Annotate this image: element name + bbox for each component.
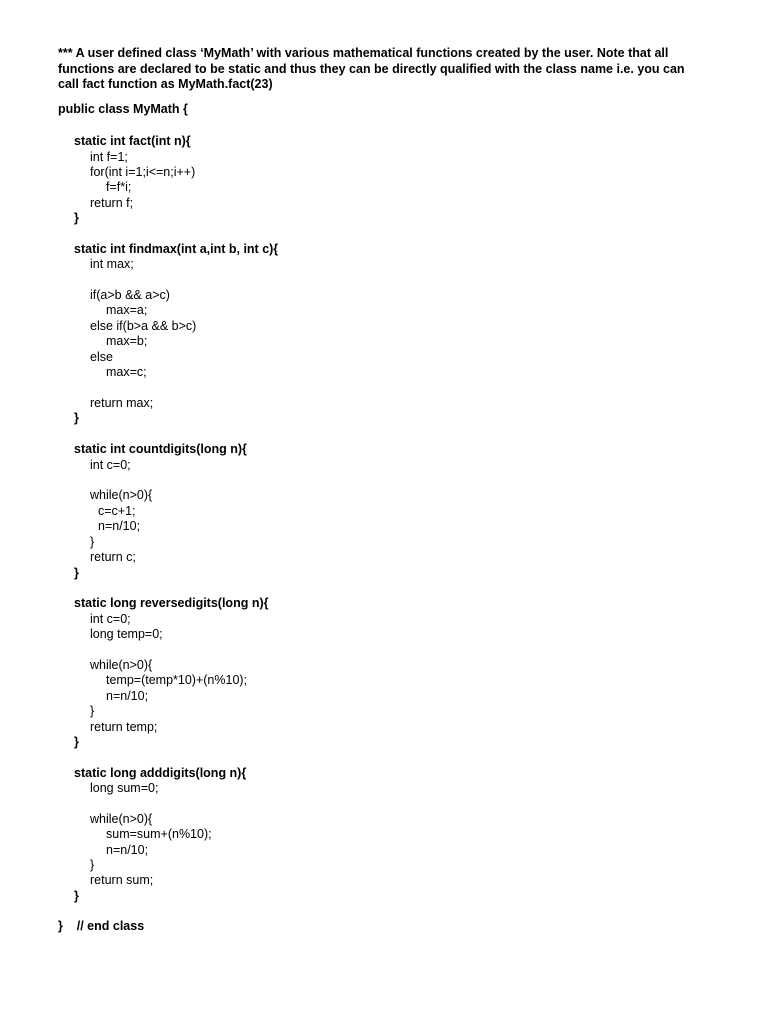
- code-line: static int fact(int n){: [74, 134, 191, 148]
- code-line: max=c;: [106, 365, 147, 379]
- code-line: return f;: [90, 196, 134, 210]
- code-line: n=n/10;: [106, 843, 149, 857]
- code-line: n=n/10;: [106, 689, 149, 703]
- code-line: if(a>b && a>c): [90, 288, 170, 302]
- code-line: public class MyMath {: [58, 102, 188, 116]
- code-line: return temp;: [90, 720, 158, 734]
- code-line: for(int i=1;i<=n;i++): [90, 165, 196, 179]
- code-line: } // end class: [58, 919, 145, 933]
- code-line: while(n>0){: [90, 658, 153, 672]
- code-line: }: [74, 211, 79, 225]
- code-line: else: [90, 350, 113, 364]
- code-line: temp=(temp*10)+(n%10);: [106, 673, 248, 687]
- code-line: sum=sum+(n%10);: [106, 827, 212, 841]
- code-line: while(n>0){: [90, 812, 153, 826]
- code-line: }: [90, 704, 95, 718]
- code-line: max=b;: [106, 334, 148, 348]
- code-line: static int findmax(int a,int b, int c){: [74, 242, 279, 256]
- code-line: int f=1;: [90, 150, 128, 164]
- code-line: }: [74, 735, 79, 749]
- code-line: static long adddigits(long n){: [74, 766, 247, 780]
- code-line: int max;: [90, 257, 134, 271]
- code-line: }: [74, 566, 79, 580]
- intro-line: functions are declared to be static and thus they can be directly qualified with the class name i.e. you can: [58, 61, 685, 76]
- code-line: int c=0;: [90, 612, 131, 626]
- code-line: c=c+1;: [98, 504, 136, 518]
- code-line: }: [74, 411, 79, 425]
- code-line: return sum;: [90, 873, 154, 887]
- code-line: while(n>0){: [90, 488, 153, 502]
- intro-line: call fact function as MyMath.fact(23): [58, 77, 273, 91]
- intro-line: *** A user defined class ‘MyMath’ with various mathematical functions created by the user. Note that all: [58, 46, 669, 60]
- code-line: int c=0;: [90, 458, 131, 472]
- code-line: }: [90, 858, 95, 872]
- code-line: long temp=0;: [90, 627, 163, 641]
- code-line: max=a;: [106, 303, 148, 317]
- code-line: else if(b>a && b>c): [90, 319, 197, 333]
- code-line: long sum=0;: [90, 781, 159, 795]
- code-line: }: [74, 889, 79, 903]
- code-line: static long reversedigits(long n){: [74, 596, 269, 610]
- code-line: n=n/10;: [98, 519, 141, 533]
- code-line: static int countdigits(long n){: [74, 442, 247, 456]
- code-line: return c;: [90, 550, 136, 564]
- code-line: f=f*i;: [106, 180, 132, 194]
- code-line: }: [90, 535, 95, 549]
- code-line: return max;: [90, 396, 154, 410]
